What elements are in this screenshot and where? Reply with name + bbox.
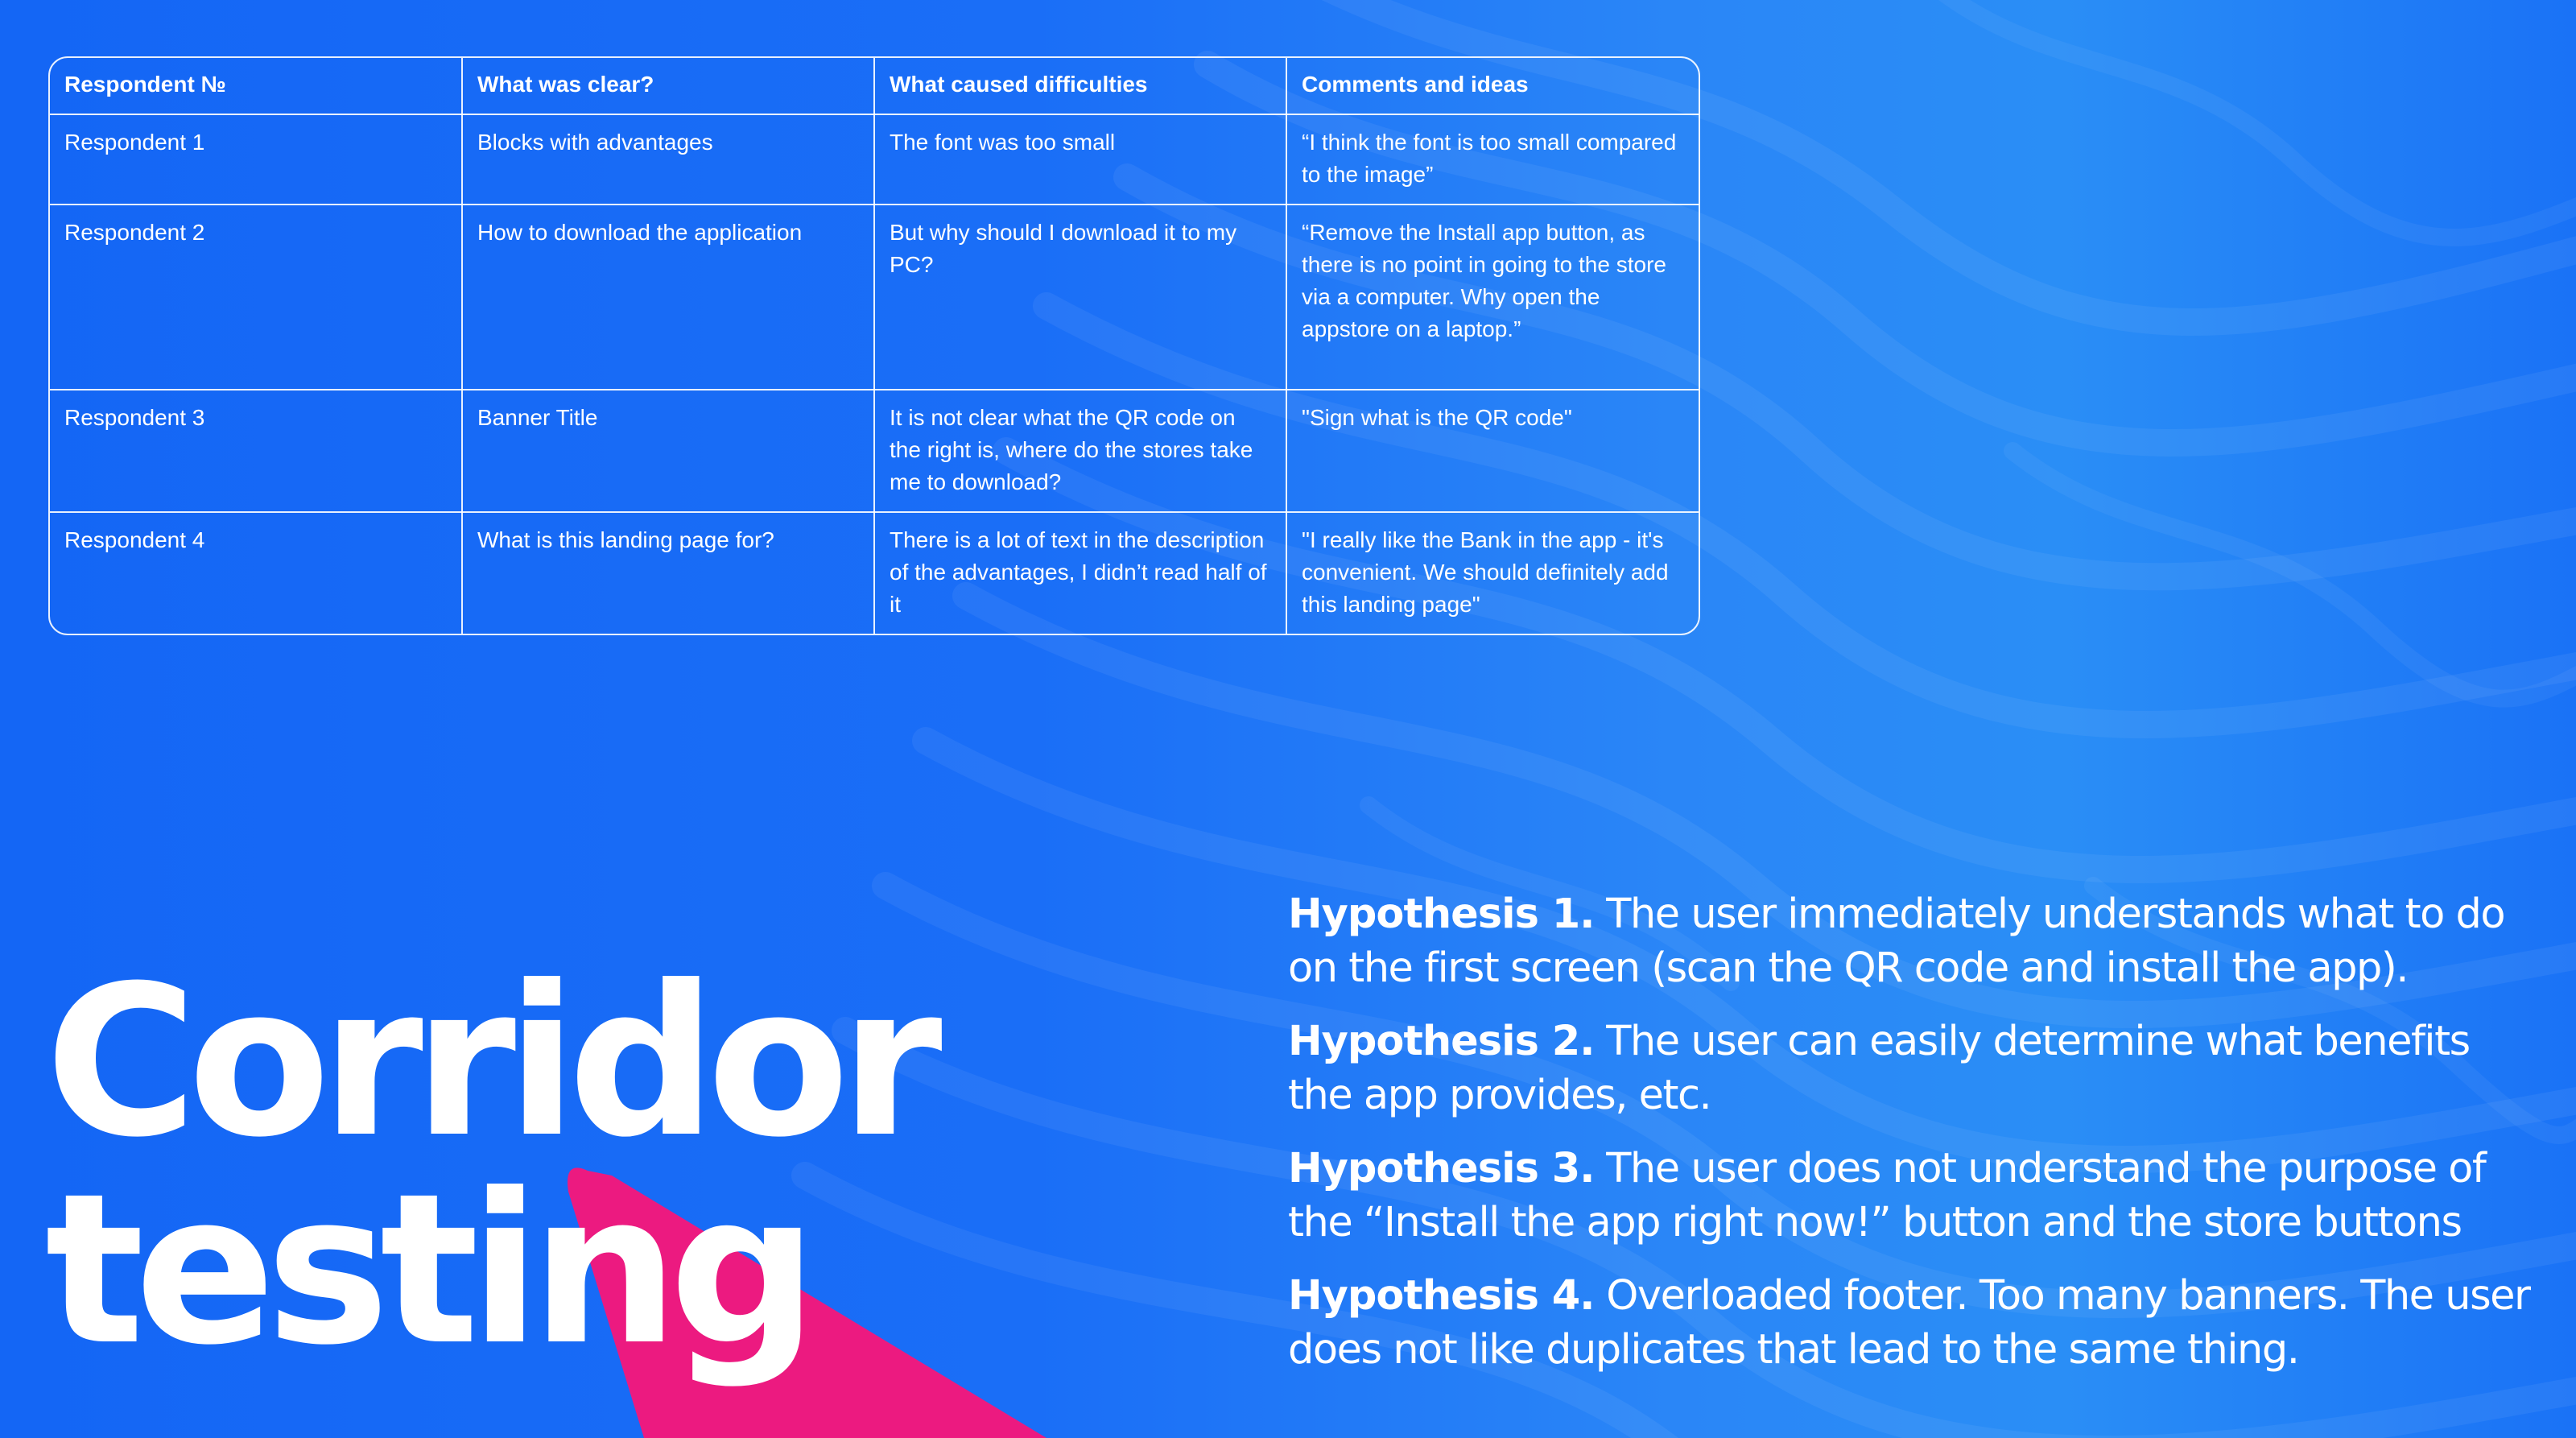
page-title — [45, 941, 933, 1390]
cell-respondent: Respondent 2 — [50, 205, 462, 390]
hypothesis-text: The user can easily determine what benefits the app provides, etc. — [1288, 1018, 2470, 1119]
cell-respondent: Respondent 1 — [50, 114, 462, 205]
table-row — [50, 390, 1699, 512]
hypothesis-1 — [1288, 887, 2544, 995]
cell-comments: "I really like the Bank in the app - it's convenient. We should definitely add this landing page" — [1302, 527, 1669, 617]
hypothesis-label: Hypothesis 2. — [1288, 1018, 1595, 1065]
cell-comments: "Sign what is the QR code" — [1286, 390, 1699, 512]
hypothesis-3 — [1288, 1142, 2544, 1250]
hypothesis-label: Hypothesis 3. — [1288, 1145, 1595, 1192]
hypothesis-text: The user immediately understands what to do on the first screen (scan the QR code and install the app). — [1288, 890, 2505, 992]
hypothesis-2 — [1288, 1014, 2544, 1122]
cell-difficulties: It is not clear what the QR code on the right is, where do the stores take me to download? — [874, 390, 1286, 512]
cell-clear: Banner Title — [462, 390, 874, 512]
hypothesis-label: Hypothesis 4. — [1288, 1272, 1595, 1320]
respondents-table — [48, 56, 1700, 635]
table-row — [50, 205, 1699, 390]
cell-comments: “Remove the Install app button, as there is no point in going to the store via a computer. Why open the appstore on a laptop.” — [1286, 205, 1699, 390]
cell-clear: How to download the application — [462, 205, 874, 390]
hypothesis-text: The user does not understand the purpose of the “Install the app right now!” button and the store buttons — [1288, 1145, 2486, 1246]
cell-comments: “I think the font is too small compared to the image” — [1286, 114, 1699, 205]
hypotheses-list — [1288, 887, 2544, 1396]
header-comments: Comments and ideas — [1286, 58, 1699, 114]
cell-clear: Blocks with advantages — [462, 114, 874, 205]
cell-difficulties: But why should I download it to my PC? — [874, 205, 1286, 390]
title-line-2: testing — [45, 1149, 808, 1390]
header-what-was-clear: What was clear? — [462, 58, 874, 114]
title-line-1: Corridor — [45, 941, 933, 1183]
cell-respondent: Respondent 3 — [50, 390, 462, 512]
table-header-row — [50, 58, 1699, 114]
cell-difficulties: There is a lot of text in the description of the advantages, I didn’t read half of it — [874, 512, 1286, 634]
cell-difficulties: The font was too small — [874, 114, 1286, 205]
hypothesis-4 — [1288, 1269, 2544, 1377]
table-row — [50, 512, 1699, 634]
table-row — [50, 114, 1699, 205]
header-respondent: Respondent № — [50, 58, 462, 114]
cell-clear: What is this landing page for? — [462, 512, 874, 634]
hypothesis-label: Hypothesis 1. — [1288, 890, 1595, 938]
hypothesis-text: Overloaded footer. Too many banners. The user does not like duplicates that lead to the same thing. — [1288, 1272, 2530, 1374]
cell-respondent: Respondent 4 — [50, 512, 462, 634]
header-difficulties: What caused difficulties — [874, 58, 1286, 114]
